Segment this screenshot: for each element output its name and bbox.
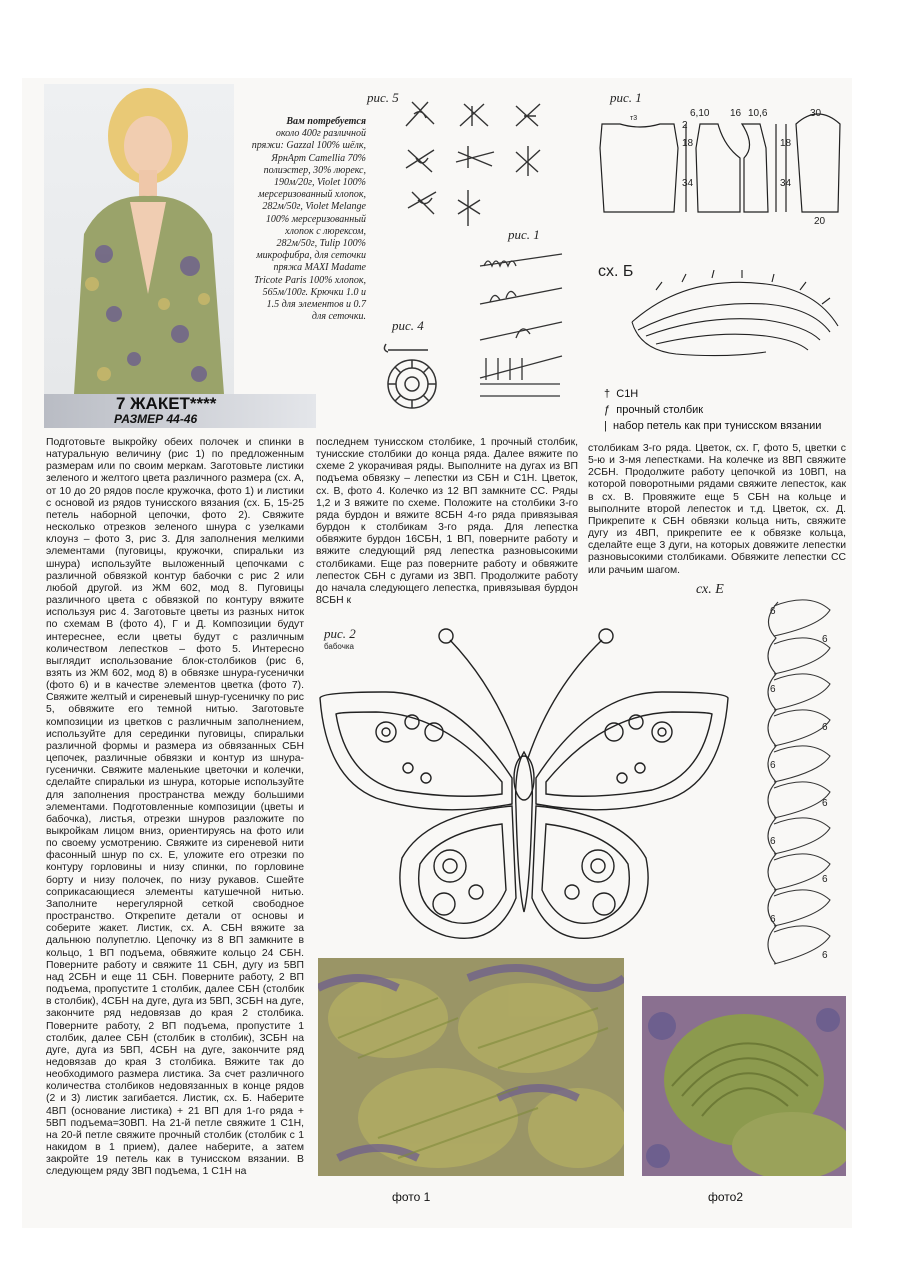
legend-tunisian-label: набор петель как при тунисском вязании bbox=[612, 420, 822, 432]
label-ris1-mid: рис. 1 bbox=[508, 227, 540, 242]
butterfly-diagram bbox=[316, 628, 736, 954]
sleeve-piece bbox=[796, 114, 840, 212]
ris4-button-diagram bbox=[378, 334, 448, 412]
left-upper-wing bbox=[320, 692, 512, 810]
dim-side-3: 34 bbox=[682, 178, 694, 189]
shE-border-chart bbox=[750, 592, 850, 984]
ris5-knot-diagrams bbox=[398, 96, 558, 228]
shE-number-6: 6 bbox=[822, 798, 828, 809]
label-ris5: рис. 5 bbox=[367, 90, 399, 105]
dim-top-4: 30 bbox=[810, 108, 822, 119]
label-ris2: рис. 2 bbox=[324, 626, 356, 641]
materials-text: около 400г различной пряжи: Gazzal 100% шёлк, ЯрнАрт Camellia 70% полиэстер, 30% люрекс, 190м/20г, Violet 100% мерсеризованный хлопок, 282м/50г, Violet Melange 100% мерсеризованный хлопок с люрексом, 282м/50г, Tulip 100% микрофибра, для сеточки пряжа MAXI Madame Tricote Paris 100% хлопок, 565м/100г. Крючки 1.0 и 1.5 для элементов и 0.7 для сеточки. bbox=[251, 128, 366, 323]
label-ris4: рис. 4 bbox=[392, 318, 424, 333]
shE-number-7: 6 bbox=[770, 836, 776, 847]
label-t3: т3 bbox=[630, 115, 638, 122]
label-babochka: бабочка bbox=[324, 642, 354, 651]
photo-1 bbox=[318, 958, 624, 1176]
strong-stitch-symbol-icon: ƒ bbox=[604, 404, 611, 416]
back-piece bbox=[600, 124, 678, 212]
label-shE: сх. Е bbox=[696, 582, 724, 597]
left-lower-wing bbox=[400, 806, 516, 938]
article-column-1: Подготовьте выкройку обеих полочек и спинки в натуральную величину (рис 1) по предложенным размерам или по своим меркам. Заготовьте листики зеленого и желтого цвета различного размера (сх. А, от 10 до 20 рядов после кружочка, фото 1) и листики с основой из рядов тунисского вязания (сх. Б, 15-25 петель наборной цепочки, фото 2). Свяжите несколько отрезков зеленого шнура с узелками клоунз – фото 3, рис 3. Для заполнения мелкими элементами (пуговицы, кружочки, спиральки из шнура) используйте выложенный цепочками с различной обвязкой контур бабочки с рис 2 или любой другой. из ЖМ 602, мод 8. Пуговицы различного цвета с обвязкой по контуру вяжите используя рис 4. Заготовьте цветы из разных ниток по схемам В (фото 4), Г и Д. Композиции будут интереснее, если цветы будут с различным количеством лепестков – фото 5. Интересно выглядит использование блок-столбиков (рис 6, взять из ЖМ 602, мод 8) в обвязке шнура-гусенички (фото 6) и в качестве элементов цветка (фото 7). Свяжите желтый и сиреневый шнур-гусеничку по рис 5, обвяжите его темной нитью. Заготовьте композиции из цветков с различным заполнением, используйте для серединки пуговицы, спиральки различной формы и размера из обвязанных СБН цепочек, различные обвязки и контур из шнура-гусенички. Свяжите маленькие цветочки и колечки, сделайте спиральки из шнура, которые используйте для заполнения пространства между большими элементами. Подготовленные композиции (цветы и бабочка), листья, отрезки шнуров разложите по выкройкам лицом вниз, ориентируясь на фото или по своему усмотрению. Свяжите из сиреневой нити фасонный шнур по сх. Е, уложите его отрезки по контуру горловины и низу спинки, по горловине борту и низу полочек, по низу рукавов. Сшейте соприкасающиеся элементы катушечной нитью. Заполните нерегулярной сеткой свободное пространство. Открепите детали от основы и соберите жакет. Листик, сх. А. СБН вяжите за дальнюю полупетлю. Цепочку из 8 ВП замкните в кольцо, 1 ВП подъема, обвяжите кольцо 24 СБН. Поверните работу и свяжите 11 СБН, дугу из 5ВП над 2СБН и еще 11 СБН. Поверните работу, 2 ВП подъема, пропустите 1 столбик, далее СБН (столбик в столбик), 4СБН на дуге, дуга из 5ВП, 3СБН на дуге, закончите ряд недовязав до края 2 столбика. Поверните работу, 2 ВП подъема, пропустите 1 столбик, далее СБН (столбик в столбик), 3СБН на дуге, дуга из 5ВП, 4СБН на дуге, закончите ряд недовязав до края 3 столбика. Вяжите так до необходимого размера листика. За счет различного количества столбиков недовязанных в конце рядов (2 и 3) листик загибается. Листик, сх. Б. Наберите 4ВП (основание листика) + 21 ВП для 1-го ряда + 5ВП подъема=30ВП. На 21-й петле свяжите 1 С1Н, на 20-й петле свяжите прочный столбик (столбик с 1 накидом в 1 прием), далее наберите, а затем закройте 19 петель как в тунисском вязании. В следующем ряду 3ВП подъема, 1 С1Н на bbox=[46, 437, 304, 1178]
article-column-2: последнем тунисском столбике, 1 прочный столбик, тунисские столбики до конца ряда. Далее вяжите по схеме 2 укорачивая ряды. Выполните на дугах из ВП подъема обвязку – лепестки из СБН и С1Н. Цветок, сх. В, фото 4. Колечко из 12 ВП замкните СС. Ряды 1,2 и 3 вяжите по схеме. Положите на столбики 3-го ряда бурдон и вяжите 8СБН 4-го ряда привязывая бурдон к столбикам 3-го ряда. Для лепестка обвяжите бурдон 16СБН, 1 ВП, поверните работу и вяжите следующий ряд лепестка разновысокими столбиками. Еще раз поверните работу и обвяжите лепесток СБН с дугами из 3ВП. Продолжите работу до начала следующего лепестка, привязывая бурдон 8СБН к bbox=[316, 437, 578, 607]
shE-number-5: 6 bbox=[770, 760, 776, 771]
dim-side-4: 18 bbox=[780, 138, 792, 149]
c1n-symbol-icon: † bbox=[604, 388, 611, 400]
tunisian-symbol-icon: | bbox=[604, 420, 607, 432]
photo-1-texture bbox=[318, 958, 624, 1176]
ris1-stitch-diagrams bbox=[476, 244, 568, 406]
article-title: 7 ЖАКЕТ**** bbox=[116, 394, 217, 413]
front-piece bbox=[696, 124, 768, 212]
size-label: РАЗМЕР 44-46 bbox=[114, 412, 198, 426]
model-photo bbox=[44, 84, 234, 394]
photo-2-texture bbox=[642, 996, 846, 1176]
legend-strong-stitch-label: прочный столбик bbox=[616, 404, 704, 416]
materials-heading: Вам потребуется bbox=[286, 116, 366, 127]
shB-leaf-chart bbox=[616, 270, 852, 376]
shE-number-2: 6 bbox=[822, 634, 828, 645]
legend-item-c1n bbox=[604, 388, 638, 400]
shE-number-10: 6 bbox=[822, 950, 828, 961]
dim-side-1: 2 bbox=[682, 120, 688, 131]
shE-number-8: 6 bbox=[822, 874, 828, 885]
butterfly-body bbox=[516, 752, 533, 912]
legend-c1n-label: С1Н bbox=[616, 388, 639, 400]
right-upper-wing bbox=[536, 692, 728, 810]
label-shB: сх. Б bbox=[598, 263, 634, 280]
photo-1-caption: фото 1 bbox=[392, 1190, 431, 1204]
photo-2 bbox=[642, 996, 846, 1176]
dim-top-3: 10,6 bbox=[748, 108, 768, 119]
article-column-3: столбикам 3-го ряда. Цветок, сх. Г, фото 5, цветки с 5-ю и 3-мя лепестками. На колечке из 8ВП свяжите 2СБН. Продолжите работу цепочкой из 10ВП, на которой поворотными рядами свяжите лепесток, как в сх. В. Провяжите еще 5 СБН на кольце и выполните второй лепесток и т.д. Цветок, сх. Д. Прикрепите к СБН обвязки кольца нить, свяжите дугу из 4ВП, прикрепите ее к обвязке кольца, сделайте еще 3 дуги, на которых довяжите лепестки разновысокими столбиками. Обвяжите лепестки СС или рачьим шагом. bbox=[588, 443, 846, 576]
photo-2-caption: фото2 bbox=[708, 1190, 743, 1204]
materials-block bbox=[236, 116, 366, 323]
dim-side-2: 18 bbox=[682, 138, 694, 149]
model-illustration bbox=[44, 84, 234, 394]
right-lower-wing bbox=[532, 806, 648, 938]
legend-item-tunisian bbox=[604, 420, 821, 432]
shE-number-1: 6 bbox=[770, 606, 776, 617]
dim-top-1: 6,10 bbox=[690, 108, 710, 119]
dim-side-6: 20 bbox=[814, 216, 826, 227]
dim-top-2: 16 bbox=[730, 108, 742, 119]
shE-number-9: 6 bbox=[770, 914, 776, 925]
legend-item-strong-stitch bbox=[604, 404, 703, 416]
shE-number-4: 6 bbox=[822, 722, 828, 733]
label-ris1-top: рис. 1 bbox=[610, 90, 642, 105]
ris1-pattern-pieces bbox=[590, 96, 850, 230]
shE-number-3: 6 bbox=[770, 684, 776, 695]
dim-side-5: 34 bbox=[780, 178, 792, 189]
